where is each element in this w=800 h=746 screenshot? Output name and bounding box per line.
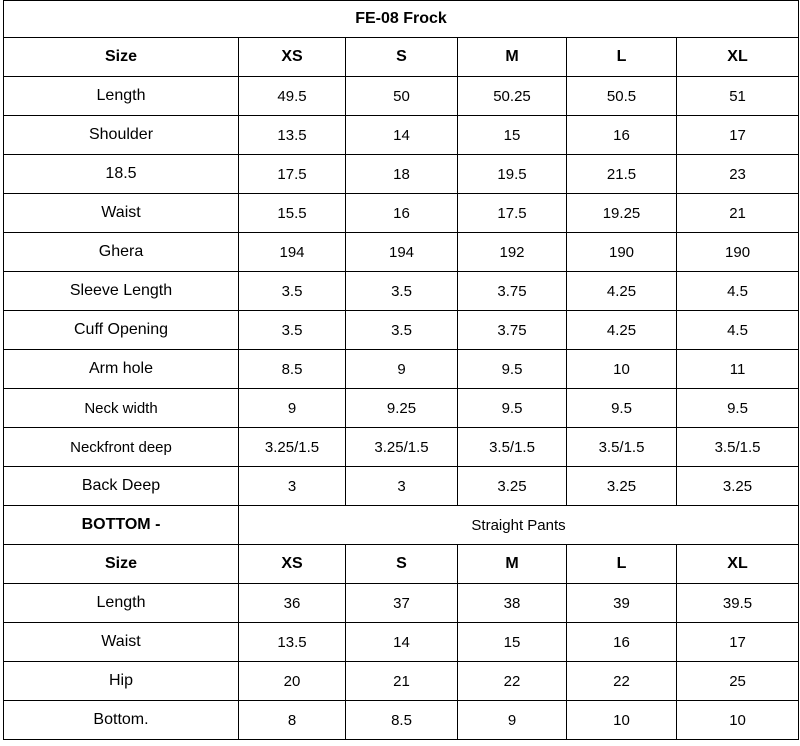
row-label: Length (4, 584, 239, 623)
row-label: Waist (4, 194, 239, 233)
table-row (4, 428, 799, 467)
table-cell: 22 (458, 662, 567, 701)
table-cell: 3.25 (458, 467, 567, 506)
table-cell: 20 (239, 662, 346, 701)
table-cell: 194 (346, 233, 458, 272)
table-cell: 38 (458, 584, 567, 623)
table-cell: 3.25/1.5 (239, 428, 346, 467)
row-label: Back Deep (4, 467, 239, 506)
table-cell: 10 (567, 350, 677, 389)
top-header-size-xs: XS (239, 38, 346, 77)
size-chart-table (3, 0, 799, 740)
table-cell: 19.25 (567, 194, 677, 233)
top-header-size-m: M (458, 38, 567, 77)
bottom-header-size-m: M (458, 545, 567, 584)
table-cell: 3.5 (346, 311, 458, 350)
table-cell: 3 (239, 467, 346, 506)
table-row (4, 389, 799, 428)
table-cell: 15 (458, 623, 567, 662)
table-cell: 13.5 (239, 116, 346, 155)
top-header-size-l: L (567, 38, 677, 77)
table-cell: 22 (567, 662, 677, 701)
table-cell: 13.5 (239, 623, 346, 662)
table-cell: 49.5 (239, 77, 346, 116)
table-cell: 16 (567, 623, 677, 662)
bottom-header-size-xl: XL (677, 545, 799, 584)
table-cell: 3.5 (239, 272, 346, 311)
row-label: Cuff Opening (4, 311, 239, 350)
top-header-row (4, 38, 799, 77)
top-header-size-label: Size (4, 38, 239, 77)
row-label: 18.5 (4, 155, 239, 194)
table-cell: 4.25 (567, 311, 677, 350)
row-label: Length (4, 77, 239, 116)
table-cell: 21 (677, 194, 799, 233)
table-row (4, 623, 799, 662)
row-label: Neck width (4, 389, 239, 428)
table-cell: 14 (346, 623, 458, 662)
table-cell: 11 (677, 350, 799, 389)
table-cell: 8.5 (346, 701, 458, 740)
table-cell: 9.5 (677, 389, 799, 428)
bottom-section-row (4, 506, 799, 545)
table-cell: 51 (677, 77, 799, 116)
table-cell: 39.5 (677, 584, 799, 623)
table-cell: 18 (346, 155, 458, 194)
row-label: Sleeve Length (4, 272, 239, 311)
table-cell: 17 (677, 116, 799, 155)
table-cell: 3.25/1.5 (346, 428, 458, 467)
bottom-header-size-xs: XS (239, 545, 346, 584)
table-cell: 19.5 (458, 155, 567, 194)
chart-title: FE-08 Frock (4, 1, 799, 38)
table-cell: 16 (567, 116, 677, 155)
table-cell: 3.25 (677, 467, 799, 506)
row-label: Neckfront deep (4, 428, 239, 467)
table-row (4, 116, 799, 155)
bottom-style-label: Straight Pants (239, 506, 799, 545)
table-cell: 23 (677, 155, 799, 194)
row-label: Ghera (4, 233, 239, 272)
table-cell: 10 (677, 701, 799, 740)
table-cell: 3.5 (239, 311, 346, 350)
table-cell: 15.5 (239, 194, 346, 233)
table-cell: 50.5 (567, 77, 677, 116)
table-cell: 4.25 (567, 272, 677, 311)
table-cell: 17 (677, 623, 799, 662)
bottom-section-label: BOTTOM - (4, 506, 239, 545)
table-cell: 37 (346, 584, 458, 623)
table-cell: 9.5 (458, 389, 567, 428)
row-label: Shoulder (4, 116, 239, 155)
table-cell: 9 (239, 389, 346, 428)
table-cell: 9.25 (346, 389, 458, 428)
table-cell: 190 (677, 233, 799, 272)
table-cell: 8.5 (239, 350, 346, 389)
table-row (4, 233, 799, 272)
table-cell: 50.25 (458, 77, 567, 116)
row-label: Waist (4, 623, 239, 662)
table-cell: 17.5 (458, 194, 567, 233)
table-row (4, 584, 799, 623)
table-cell: 4.5 (677, 272, 799, 311)
top-header-size-xl: XL (677, 38, 799, 77)
table-cell: 50 (346, 77, 458, 116)
table-cell: 3.75 (458, 272, 567, 311)
table-cell: 3.5/1.5 (458, 428, 567, 467)
table-row (4, 701, 799, 740)
table-row (4, 194, 799, 233)
table-row (4, 155, 799, 194)
table-cell: 21 (346, 662, 458, 701)
table-row (4, 662, 799, 701)
table-row (4, 272, 799, 311)
table-cell: 4.5 (677, 311, 799, 350)
table-row (4, 350, 799, 389)
table-row (4, 467, 799, 506)
table-row (4, 311, 799, 350)
bottom-header-size-label: Size (4, 545, 239, 584)
table-cell: 15 (458, 116, 567, 155)
row-label: Arm hole (4, 350, 239, 389)
table-cell: 9.5 (567, 389, 677, 428)
table-cell: 194 (239, 233, 346, 272)
bottom-header-size-l: L (567, 545, 677, 584)
bottom-header-size-s: S (346, 545, 458, 584)
table-cell: 3 (346, 467, 458, 506)
table-cell: 3.25 (567, 467, 677, 506)
top-header-size-s: S (346, 38, 458, 77)
table-cell: 192 (458, 233, 567, 272)
table-cell: 39 (567, 584, 677, 623)
table-cell: 190 (567, 233, 677, 272)
table-row (4, 77, 799, 116)
table-cell: 10 (567, 701, 677, 740)
table-cell: 3.5/1.5 (677, 428, 799, 467)
table-cell: 3.75 (458, 311, 567, 350)
table-cell: 9 (458, 701, 567, 740)
table-cell: 16 (346, 194, 458, 233)
table-cell: 3.5/1.5 (567, 428, 677, 467)
table-cell: 9 (346, 350, 458, 389)
row-label: Bottom. (4, 701, 239, 740)
table-cell: 14 (346, 116, 458, 155)
title-row (4, 1, 799, 38)
table-cell: 9.5 (458, 350, 567, 389)
table-cell: 8 (239, 701, 346, 740)
table-cell: 36 (239, 584, 346, 623)
table-cell: 3.5 (346, 272, 458, 311)
table-cell: 17.5 (239, 155, 346, 194)
table-cell: 21.5 (567, 155, 677, 194)
table-cell: 25 (677, 662, 799, 701)
bottom-header-row (4, 545, 799, 584)
row-label: Hip (4, 662, 239, 701)
